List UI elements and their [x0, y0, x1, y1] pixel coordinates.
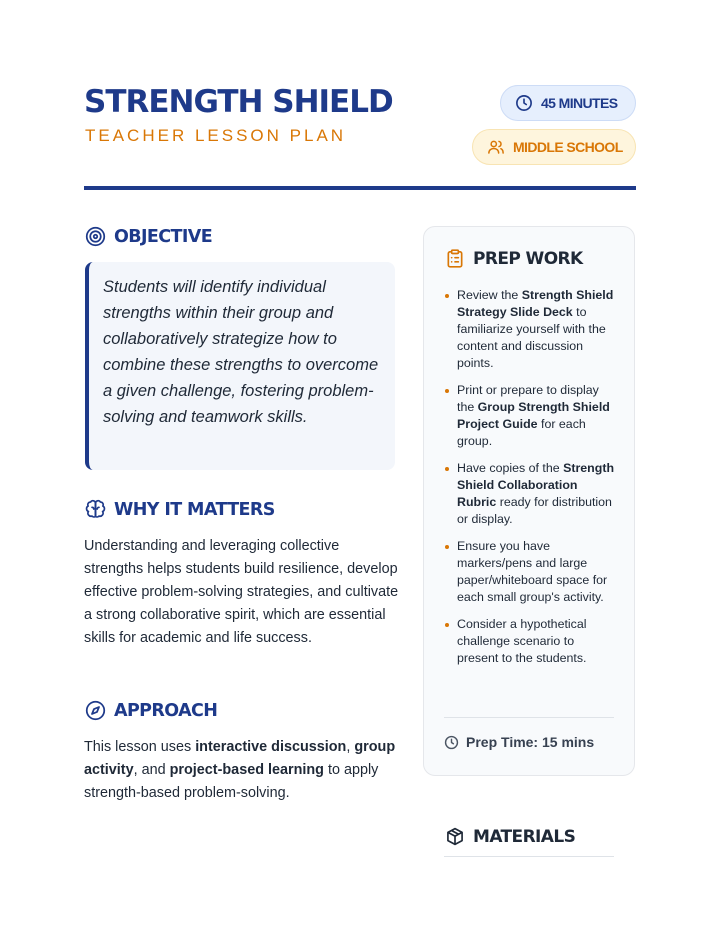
prep-time	[444, 734, 594, 750]
box-icon	[445, 826, 465, 847]
approach-text-part: to apply strength-based problem-solving.	[84, 762, 379, 801]
prep-item-text: Ensure you have markers/pens and large paper/whiteboard space for each small group's activity.	[457, 539, 608, 604]
compass-icon	[85, 700, 106, 721]
prep-item-text: Review the	[457, 288, 522, 302]
prep-item-text: Consider a hypothetical challenge scenario to present to the students.	[457, 617, 587, 665]
approach-text-part: ,	[346, 739, 355, 755]
objective-callout	[85, 262, 395, 470]
materials-heading	[445, 826, 575, 847]
prep-item	[444, 382, 614, 450]
prep-divider	[444, 717, 614, 718]
target-icon	[85, 226, 106, 247]
prep-item-text: Print or prepare to display the	[457, 383, 599, 414]
prep-item-emphasis: Strength Shield Strategy Slide Deck	[457, 288, 614, 319]
prep-item-emphasis: Group Strength Shield Project Guide	[457, 400, 610, 431]
materials-divider	[444, 856, 614, 857]
approach-heading	[85, 700, 217, 721]
approach-emphasis: group activity	[84, 739, 396, 778]
prep-work-heading	[445, 248, 583, 269]
prep-work-heading-label: PREP WORK	[473, 248, 583, 269]
materials-heading-label: MATERIALS	[473, 826, 576, 847]
prep-item-text: Have copies of the	[457, 461, 564, 475]
prep-item	[444, 460, 614, 528]
prep-time-label: Prep Time: 15 mins	[466, 734, 595, 750]
prep-item	[444, 616, 614, 667]
level-label: MIDDLE SCHOOL	[513, 139, 623, 155]
prep-item	[444, 287, 614, 372]
approach-emphasis: project-based learning	[169, 762, 324, 778]
approach-emphasis: interactive discussion	[195, 739, 347, 755]
prep-item	[444, 538, 614, 606]
duration-label: 45 MINUTES	[541, 95, 618, 111]
clipboard-icon	[445, 248, 465, 269]
header-divider	[84, 186, 636, 190]
objective-text: Students will identify individual strengths within their group and collaboratively strategize how to combine these strengths to overcome a given challenge, fostering problem-solving and teamwork skills.	[103, 278, 379, 426]
prep-list	[444, 287, 614, 677]
clock-icon	[515, 94, 533, 112]
clock-icon	[444, 735, 459, 750]
prep-item-text: for each group.	[457, 417, 586, 448]
page-title: STRENGTH SHIELD	[84, 84, 393, 120]
brain-icon	[85, 499, 106, 520]
prep-item-text: ready for distribution or display.	[457, 495, 612, 526]
approach-heading-label: APPROACH	[114, 700, 218, 721]
objective-heading	[85, 226, 212, 247]
approach-text	[84, 736, 402, 805]
page-subtitle: TEACHER LESSON PLAN	[85, 126, 347, 145]
prep-item-text: to familiarize yourself with the content and discussion points.	[457, 305, 606, 370]
objective-heading-label: OBJECTIVE	[114, 226, 213, 247]
approach-text-part: This lesson uses	[84, 739, 196, 755]
duration-badge	[500, 85, 636, 121]
why-heading-label: WHY IT MATTERS	[114, 499, 275, 520]
why-text: Understanding and leveraging collective strengths helps students build resilience, develop effective problem-solving strategies, and cultivate a strong collaborative spirit, which are essential skills for academic and life success.	[84, 538, 399, 646]
why-heading	[85, 499, 275, 520]
users-icon	[487, 138, 505, 156]
level-badge	[472, 129, 636, 165]
approach-text-part: , and	[133, 762, 170, 778]
prep-item-emphasis: Strength Shield Collaboration Rubric	[457, 461, 615, 509]
